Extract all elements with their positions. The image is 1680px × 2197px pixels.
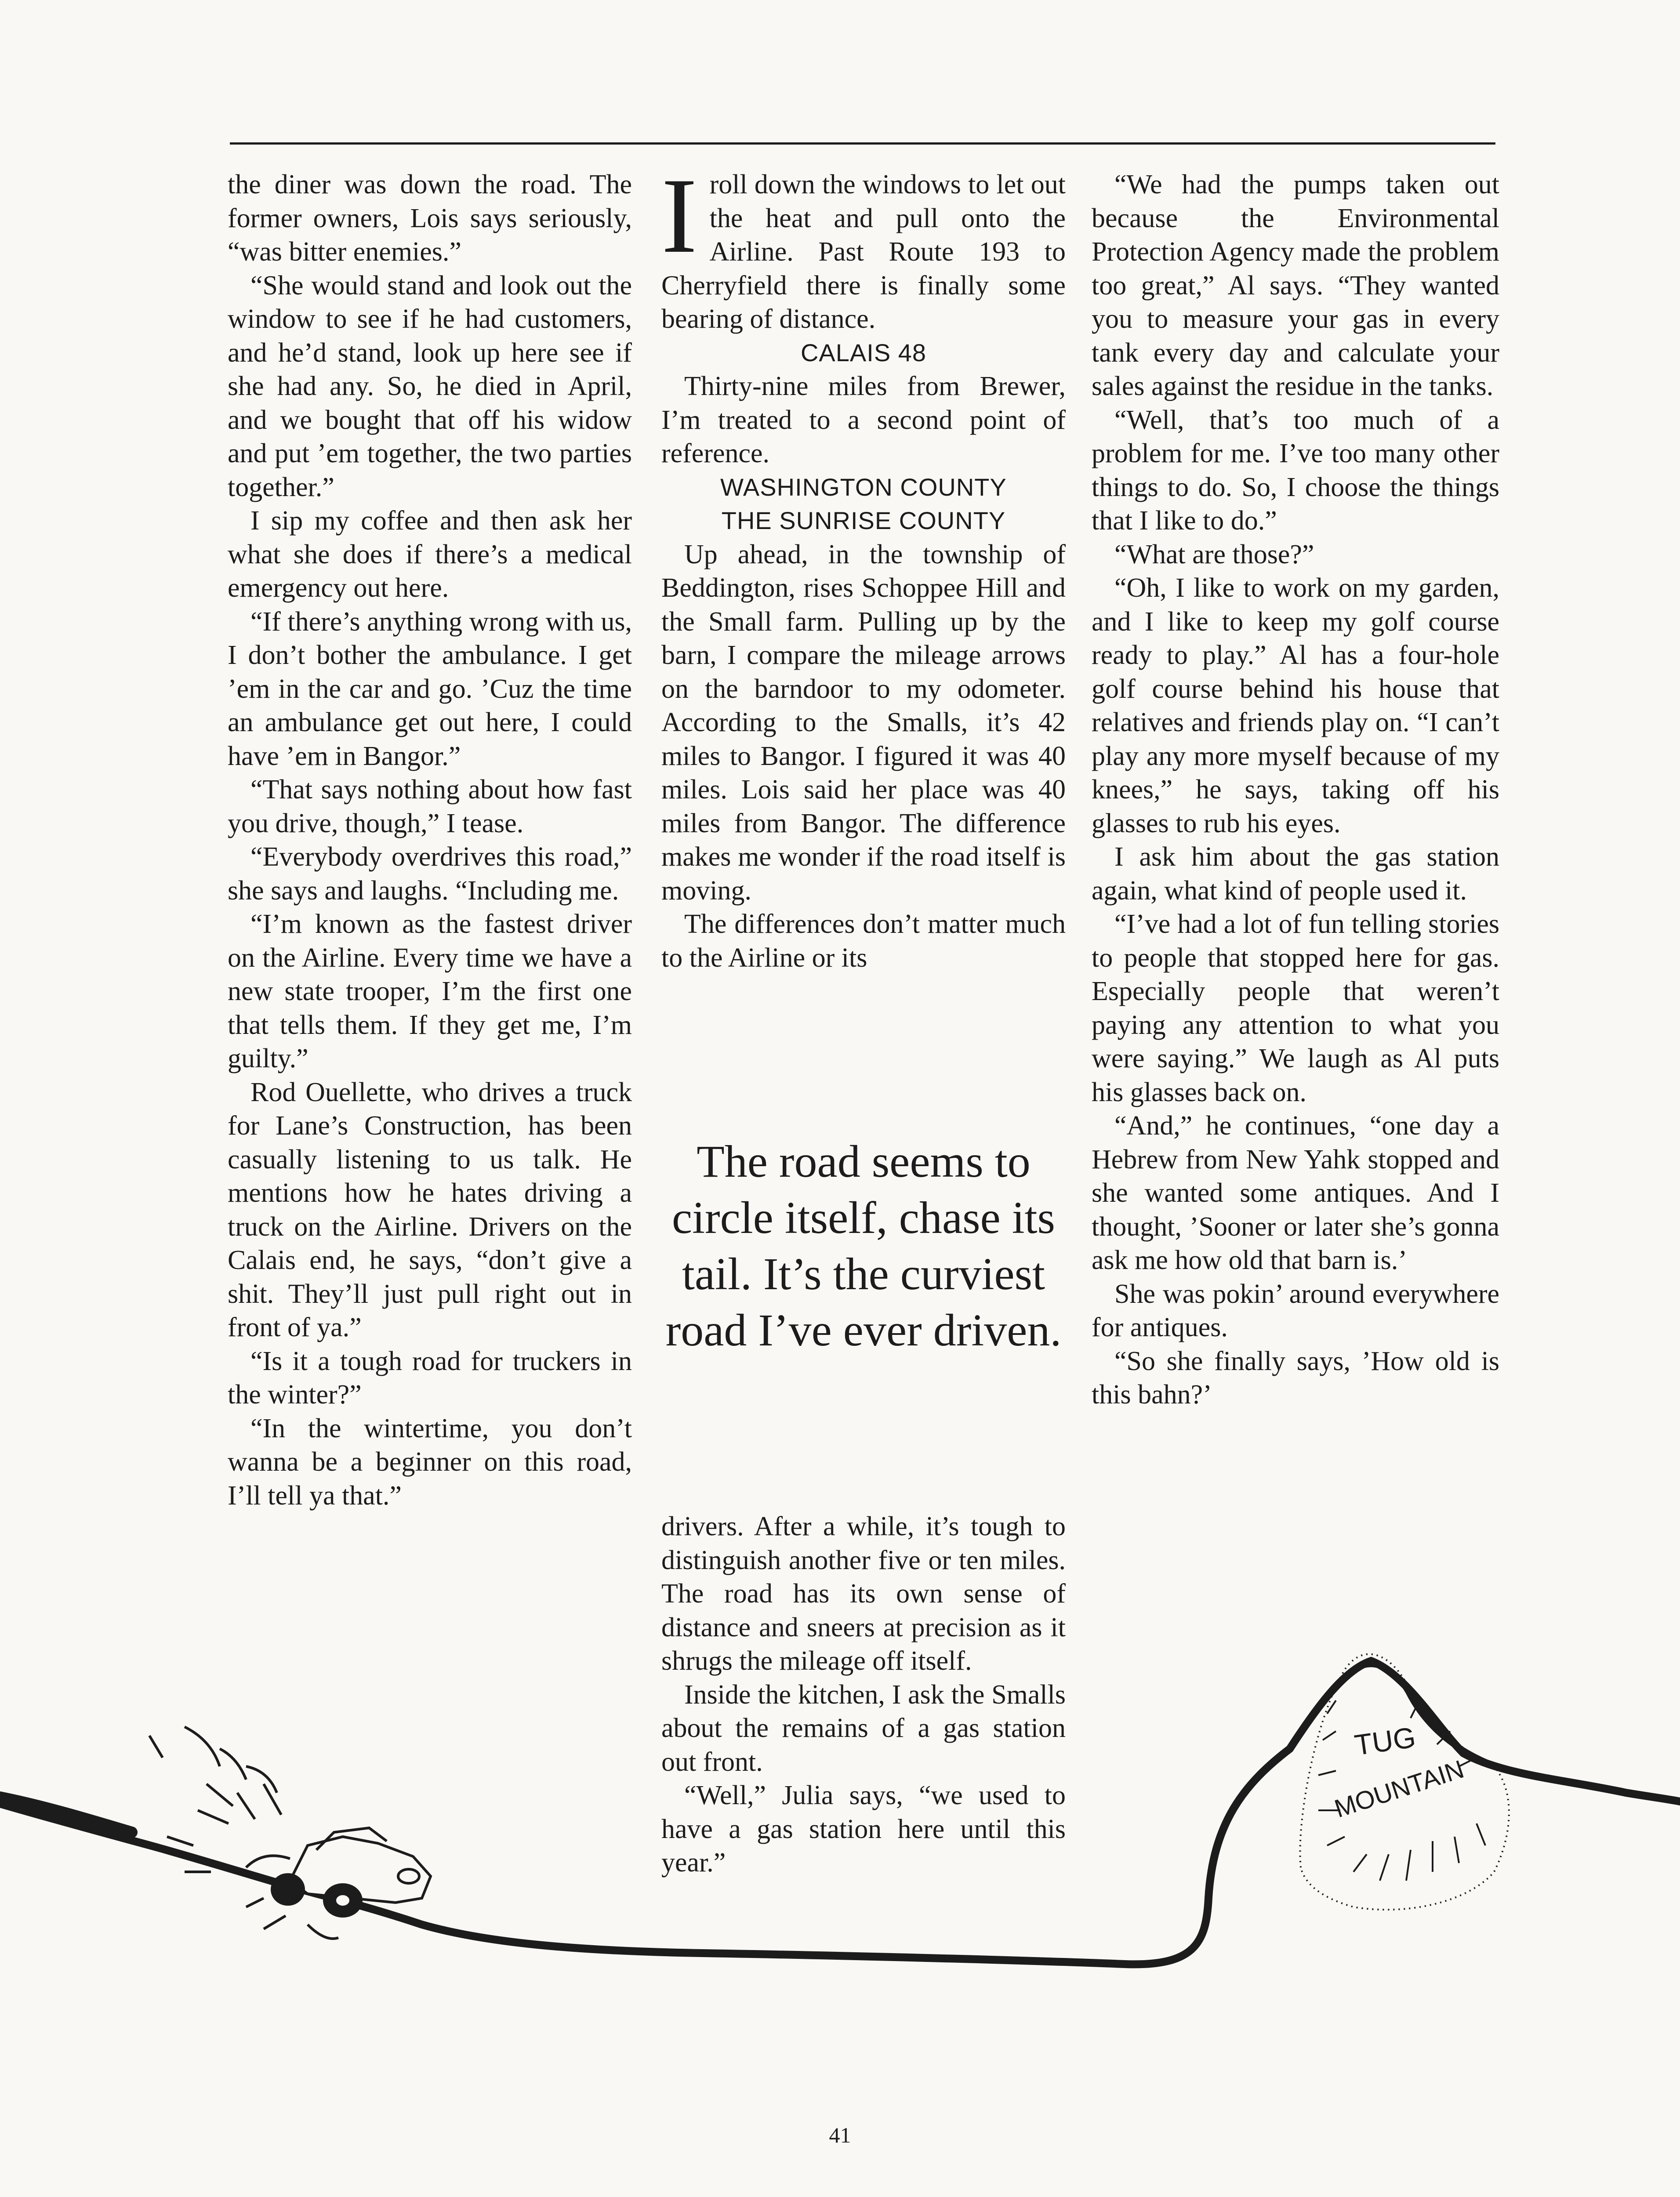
paragraph: “I’ve had a lot of fun telling stories to people that stopped here for gas. Especially people that weren’t paying any attention to what you were saying.” We laugh as Al puts his glasses back on. <box>1092 909 1499 1107</box>
paragraph: “In the wintertime, you don’t wanna be a beginner on this road, I’ll tell ya that.” <box>228 1413 632 1511</box>
road-sign-county-line1: WASHINGTON COUNTY <box>720 473 1007 501</box>
paragraph: “Well, that’s too much of a problem for me. I’ve too many other things to do. So, I choose the things that I like to do.” <box>1092 405 1499 536</box>
paragraph: “Oh, I like to work on my garden, and I like to keep my golf course ready to play.” Al has a four-hole golf course behind his house that relatives and friends play on. “I can’t play any more myself because of my knees,” he says, taking off his glasses to rub his eyes. <box>1092 573 1499 838</box>
paragraph: “We had the pumps taken out because the Environmental Protection Agency made the problem too great,” Al says. “They wanted you to measure your gas in every tank every day and calculate your sales against the residue in the tanks. <box>1092 170 1499 401</box>
paragraph: I sip my coffee and then ask her what she does if there’s a medical emergency out here. <box>228 506 632 603</box>
pull-quote: The road seems to circle itself, chase its tail. It’s the curviest road I’ve ever driven. <box>665 1136 1062 1356</box>
paragraph: “That says nothing about how fast you drive, though,” I tease. <box>228 775 632 838</box>
paragraph: Rod Ouellette, who drives a truck for Lane’s Construction, has been casually listening to us talk. He mentions how he hates driving a truck on the Airline. Drivers on the Calais end, he says, “don’t give a shit. They’ll just pull right out in front of ya.” <box>228 1077 632 1342</box>
mountain-label-1: TUG <box>1352 1720 1418 1762</box>
paragraph: Inside the kitchen, I ask the Smalls about the remains of a gas station out front. <box>661 1679 1066 1777</box>
paragraph: She was pokin’ around everywhere for antiques. <box>1092 1279 1499 1342</box>
road-sign-county-line2: THE SUNRISE COUNTY <box>721 507 1006 534</box>
drop-cap: I <box>661 156 697 275</box>
car-icon <box>149 1727 431 1939</box>
paragraph: “Is it a tough road for truckers in the winter?” <box>228 1346 632 1410</box>
paragraph: Thirty-nine miles from Brewer, I’m treated to a second point of reference. <box>661 371 1066 468</box>
mountain-label-2: MOUNTAIN <box>1331 1755 1468 1824</box>
paragraph: “Well,” Julia says, “we used to have a gas station here until this year.” <box>661 1780 1066 1878</box>
paragraph: I ask him about the gas station again, what kind of people used it. <box>1092 842 1499 906</box>
paragraph: “And,” he continues, “one day a Hebrew from New Yahk stopped and she wanted some antiques. And I thought, ’Sooner or later she’s gonna ask me how old that barn is.’ <box>1092 1111 1499 1275</box>
paragraph: “I’m known as the fastest driver on the Airline. Every time we have a new state trooper, I’m the first one that tells them. If they get me, I’m guilty.” <box>228 909 632 1073</box>
paragraph: The differences don’t matter much to the Airline or its <box>661 909 1066 973</box>
paragraph: “If there’s anything wrong with us, I don’t bother the ambulance. I get ’em in the car and go. ’Cuz the time an ambulance get out here, I could have ’em in Bangor.” <box>228 606 632 771</box>
paragraph: “What are those?” <box>1114 539 1314 569</box>
paragraph: Up ahead, in the township of Beddington, rises Schoppee Hill and the Small farm. Pulling up by the barn, I compare the mileage arrows on the barndoor to my odometer. According to the Smalls, it’s 42 miles to Bangor. I figured it was 40 miles. Lois said her place was 40 miles from Bangor. The difference makes me wonder if the road itself is moving. <box>661 539 1066 906</box>
paragraph: “Everybody overdrives this road,” she says and laughs. “Including me. <box>228 842 632 906</box>
paragraph: drivers. After a while, it’s tough to distinguish another five or ten miles. The road has its own sense of distance and sneers at precision as it shrugs the mileage off itself. <box>661 1512 1066 1676</box>
paragraph: the diner was down the road. The former owners, Lois says seriously, “was bitter enemies.” <box>228 170 632 267</box>
road-sign-calais: CALAIS 48 <box>800 338 927 366</box>
paragraph: “She would stand and look out the window to see if he had customers, and he’d stand, look up here see if she had any. So, he died in April, and we bought that off his widow and put ’em together, the two parties together.” <box>228 270 632 502</box>
paragraph: “So she finally says, ’How old is this bahn?’ <box>1092 1346 1499 1410</box>
page-number: 41 <box>829 2123 851 2147</box>
opening-text: roll down the windows to let out the heat and pull onto the Airline. Past Route 193 to Cherryfield there is finally some bearing of distance. <box>661 170 1066 334</box>
